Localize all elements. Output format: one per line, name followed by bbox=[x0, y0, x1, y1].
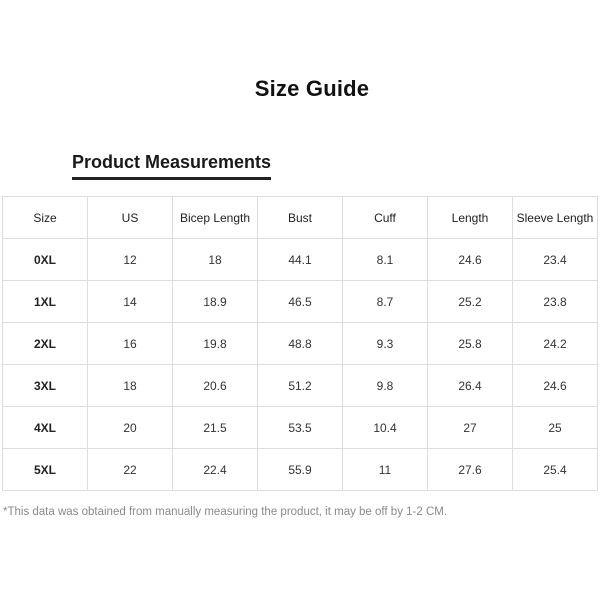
header-size: Size bbox=[3, 197, 88, 239]
cell-cuff: 8.1 bbox=[343, 239, 428, 281]
cell-length: 26.4 bbox=[428, 365, 513, 407]
table-header-row bbox=[3, 197, 598, 239]
cell-size: 2XL bbox=[3, 323, 88, 365]
header-cuff: Cuff bbox=[343, 197, 428, 239]
cell-bicep-length: 18 bbox=[173, 239, 258, 281]
header-sleeve-length: Sleeve Length bbox=[513, 197, 598, 239]
size-table-container bbox=[2, 196, 598, 491]
measurement-disclaimer: *This data was obtained from manually measuring the product, it may be off by 1-2 CM. bbox=[3, 506, 448, 518]
cell-length: 25.2 bbox=[428, 281, 513, 323]
cell-length: 24.6 bbox=[428, 239, 513, 281]
cell-bust: 46.5 bbox=[258, 281, 343, 323]
section-heading: Product Measurements bbox=[72, 152, 271, 180]
cell-cuff: 11 bbox=[343, 449, 428, 491]
cell-size: 5XL bbox=[3, 449, 88, 491]
cell-us: 20 bbox=[88, 407, 173, 449]
cell-length: 25.8 bbox=[428, 323, 513, 365]
cell-cuff: 9.8 bbox=[343, 365, 428, 407]
cell-length: 27.6 bbox=[428, 449, 513, 491]
header-bicep-length: Bicep Length bbox=[173, 197, 258, 239]
cell-bust: 55.9 bbox=[258, 449, 343, 491]
cell-bust: 53.5 bbox=[258, 407, 343, 449]
cell-us: 16 bbox=[88, 323, 173, 365]
cell-cuff: 8.7 bbox=[343, 281, 428, 323]
cell-bust: 44.1 bbox=[258, 239, 343, 281]
cell-bicep-length: 19.8 bbox=[173, 323, 258, 365]
table-row bbox=[3, 407, 598, 449]
cell-us: 14 bbox=[88, 281, 173, 323]
cell-sleeve-length: 23.4 bbox=[513, 239, 598, 281]
cell-size: 1XL bbox=[3, 281, 88, 323]
table-row bbox=[3, 365, 598, 407]
cell-bicep-length: 20.6 bbox=[173, 365, 258, 407]
size-table bbox=[2, 196, 598, 491]
table-row bbox=[3, 323, 598, 365]
header-bust: Bust bbox=[258, 197, 343, 239]
cell-bicep-length: 21.5 bbox=[173, 407, 258, 449]
cell-cuff: 10.4 bbox=[343, 407, 428, 449]
cell-us: 12 bbox=[88, 239, 173, 281]
cell-sleeve-length: 25.4 bbox=[513, 449, 598, 491]
cell-bicep-length: 22.4 bbox=[173, 449, 258, 491]
cell-size: 4XL bbox=[3, 407, 88, 449]
cell-size: 3XL bbox=[3, 365, 88, 407]
cell-size: 0XL bbox=[3, 239, 88, 281]
cell-bust: 51.2 bbox=[258, 365, 343, 407]
table-row bbox=[3, 281, 598, 323]
cell-sleeve-length: 25 bbox=[513, 407, 598, 449]
cell-bicep-length: 18.9 bbox=[173, 281, 258, 323]
cell-sleeve-length: 24.2 bbox=[513, 323, 598, 365]
cell-us: 18 bbox=[88, 365, 173, 407]
cell-bust: 48.8 bbox=[258, 323, 343, 365]
cell-us: 22 bbox=[88, 449, 173, 491]
cell-cuff: 9.3 bbox=[343, 323, 428, 365]
table-row bbox=[3, 449, 598, 491]
cell-length: 27 bbox=[428, 407, 513, 449]
table-row bbox=[3, 239, 598, 281]
header-us: US bbox=[88, 197, 173, 239]
page-title: Size Guide bbox=[254, 76, 370, 101]
cell-sleeve-length: 23.8 bbox=[513, 281, 598, 323]
header-length: Length bbox=[428, 197, 513, 239]
cell-sleeve-length: 24.6 bbox=[513, 365, 598, 407]
